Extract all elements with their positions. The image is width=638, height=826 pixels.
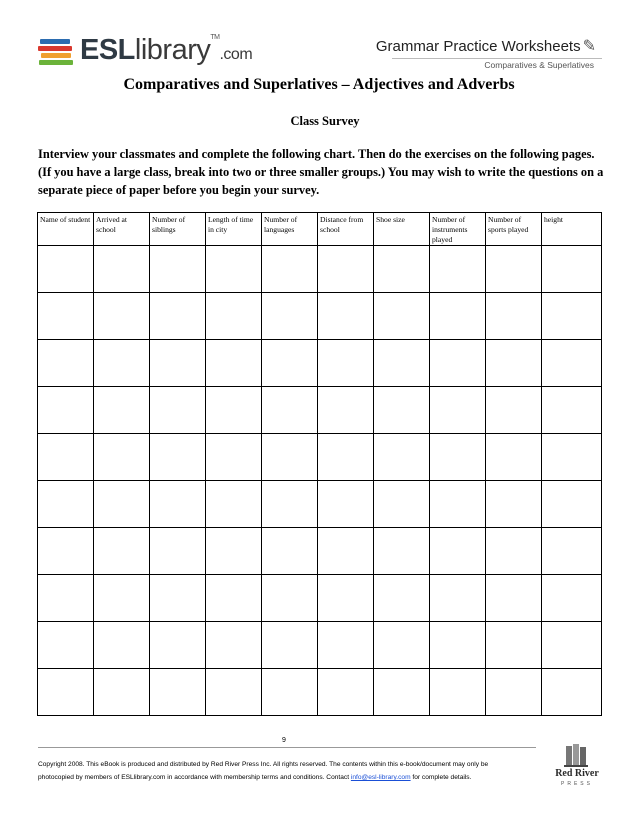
survey-cell[interactable]: [374, 434, 430, 481]
survey-cell[interactable]: [374, 528, 430, 575]
survey-cell[interactable]: [542, 340, 602, 387]
survey-cell[interactable]: [486, 387, 542, 434]
survey-cell[interactable]: [262, 669, 318, 716]
survey-cell[interactable]: [262, 481, 318, 528]
contact-email-link[interactable]: info@esl-library.com: [350, 774, 411, 781]
survey-cell[interactable]: [94, 528, 150, 575]
survey-cell[interactable]: [38, 528, 94, 575]
survey-cell[interactable]: [486, 293, 542, 340]
survey-cell[interactable]: [262, 622, 318, 669]
survey-cell[interactable]: [262, 387, 318, 434]
survey-cell[interactable]: [262, 293, 318, 340]
table-row: [38, 528, 602, 575]
table-row: [38, 434, 602, 481]
header-subtitle: Comparatives & Superlatives: [484, 60, 594, 70]
survey-cell[interactable]: [150, 293, 206, 340]
survey-cell[interactable]: [38, 246, 94, 293]
survey-cell[interactable]: [150, 481, 206, 528]
column-header-languages: Number of languages: [262, 213, 318, 246]
column-header-name: Name of student: [38, 213, 94, 246]
survey-cell[interactable]: [94, 481, 150, 528]
survey-cell[interactable]: [542, 622, 602, 669]
survey-cell[interactable]: [542, 434, 602, 481]
survey-cell[interactable]: [318, 246, 374, 293]
survey-cell[interactable]: [430, 528, 486, 575]
survey-cell[interactable]: [38, 434, 94, 481]
survey-cell[interactable]: [206, 528, 262, 575]
survey-cell[interactable]: [38, 622, 94, 669]
logo-dotcom: .com: [219, 46, 253, 63]
survey-cell[interactable]: [150, 622, 206, 669]
page-number: 9: [282, 737, 286, 744]
survey-cell[interactable]: [150, 246, 206, 293]
survey-cell[interactable]: [430, 575, 486, 622]
survey-cell[interactable]: [430, 293, 486, 340]
survey-cell[interactable]: [486, 434, 542, 481]
survey-cell[interactable]: [374, 387, 430, 434]
survey-cell[interactable]: [262, 340, 318, 387]
survey-cell[interactable]: [206, 669, 262, 716]
survey-cell[interactable]: [318, 434, 374, 481]
survey-cell[interactable]: [206, 340, 262, 387]
survey-cell[interactable]: [430, 340, 486, 387]
publisher-name: Red River: [555, 768, 599, 779]
red-river-press-logo: [552, 742, 602, 792]
survey-cell[interactable]: [206, 481, 262, 528]
column-header-instruments: Number of instruments played: [430, 213, 486, 246]
survey-cell[interactable]: [262, 528, 318, 575]
table-row: [38, 575, 602, 622]
publisher-sub: PRESS: [561, 781, 593, 787]
instructions-paragraph: Interview your classmates and complete the following chart. Then do the exercises on the following pages. (If you have a large class, break into two or three smaller groups.) You may wish to write the questions on a separate piece of paper before you begin your survey.: [38, 147, 604, 197]
survey-cell[interactable]: [150, 387, 206, 434]
survey-cell[interactable]: [38, 293, 94, 340]
header-divider: [392, 58, 602, 59]
survey-cell[interactable]: [94, 622, 150, 669]
table-row: [38, 246, 602, 293]
survey-cell[interactable]: [94, 293, 150, 340]
survey-cell[interactable]: [430, 622, 486, 669]
column-header-shoe-size: Shoe size: [374, 213, 430, 246]
footer-divider: [38, 747, 536, 748]
copyright-line-2: photocopied by members of ESLlibrary.com in accordance with membership terms and conditions. Contact: [38, 774, 351, 781]
survey-cell[interactable]: [318, 481, 374, 528]
survey-cell[interactable]: [38, 387, 94, 434]
survey-cell[interactable]: [38, 669, 94, 716]
survey-body: [38, 246, 602, 716]
table-row: [38, 293, 602, 340]
survey-cell[interactable]: [318, 528, 374, 575]
survey-cell[interactable]: [486, 528, 542, 575]
logo-tm: TM: [210, 34, 220, 41]
section-title: Class Survey: [290, 114, 360, 128]
survey-cell[interactable]: [430, 246, 486, 293]
survey-cell[interactable]: [374, 669, 430, 716]
header-title-block: [376, 36, 596, 56]
survey-cell[interactable]: [486, 575, 542, 622]
survey-cell[interactable]: [206, 293, 262, 340]
survey-cell[interactable]: [94, 340, 150, 387]
survey-cell[interactable]: [94, 669, 150, 716]
table-row: [38, 622, 602, 669]
books-stack-icon: [562, 742, 592, 768]
survey-cell[interactable]: [94, 246, 150, 293]
survey-cell[interactable]: [94, 387, 150, 434]
copyright-line-1: Copyright 2008. This eBook is produced and distributed by Red River Press Inc. All rights reserved. The contents within this e-book/document may only be: [38, 761, 489, 768]
survey-cell[interactable]: [542, 528, 602, 575]
survey-cell[interactable]: [150, 528, 206, 575]
survey-cell[interactable]: [38, 575, 94, 622]
column-header-length-of-time: Length of time in city: [206, 213, 262, 246]
survey-cell[interactable]: [206, 434, 262, 481]
survey-cell[interactable]: [206, 622, 262, 669]
survey-table: [37, 212, 602, 716]
survey-cell[interactable]: [374, 622, 430, 669]
books-logo-icon: [38, 38, 76, 66]
survey-cell[interactable]: [150, 575, 206, 622]
survey-cell[interactable]: [542, 481, 602, 528]
survey-cell[interactable]: [318, 622, 374, 669]
logo-wordmark: [80, 34, 252, 67]
page-title: Comparatives and Superlatives – Adjectives and Adverbs: [123, 76, 515, 93]
survey-cell[interactable]: [94, 575, 150, 622]
survey-cell[interactable]: [374, 246, 430, 293]
survey-cell[interactable]: [542, 387, 602, 434]
survey-cell[interactable]: [262, 246, 318, 293]
copyright-notice: [38, 758, 550, 784]
survey-cell[interactable]: [430, 434, 486, 481]
pencil-icon: ✎: [582, 38, 596, 55]
survey-cell[interactable]: [150, 669, 206, 716]
survey-cell[interactable]: [206, 246, 262, 293]
survey-cell[interactable]: [486, 481, 542, 528]
survey-cell[interactable]: [318, 293, 374, 340]
survey-cell[interactable]: [486, 340, 542, 387]
table-row: [38, 387, 602, 434]
survey-cell[interactable]: [374, 340, 430, 387]
survey-header-row: [38, 213, 602, 246]
survey-cell[interactable]: [150, 434, 206, 481]
logo-library: library: [134, 34, 211, 66]
column-header-height: height: [542, 213, 602, 246]
survey-cell[interactable]: [318, 387, 374, 434]
survey-cell[interactable]: [262, 434, 318, 481]
survey-cell[interactable]: [542, 575, 602, 622]
column-header-siblings: Number of siblings: [150, 213, 206, 246]
survey-cell[interactable]: [206, 575, 262, 622]
survey-cell[interactable]: [430, 669, 486, 716]
survey-cell[interactable]: [486, 246, 542, 293]
survey-cell[interactable]: [38, 340, 94, 387]
survey-cell[interactable]: [430, 387, 486, 434]
table-row: [38, 481, 602, 528]
survey-cell[interactable]: [486, 622, 542, 669]
survey-cell[interactable]: [94, 434, 150, 481]
table-row: [38, 340, 602, 387]
survey-cell[interactable]: [542, 293, 602, 340]
survey-cell[interactable]: [206, 387, 262, 434]
survey-cell[interactable]: [318, 669, 374, 716]
survey-cell[interactable]: [486, 669, 542, 716]
logo-esl: ESL: [80, 34, 135, 66]
column-header-sports: Number of sports played: [486, 213, 542, 246]
survey-cell[interactable]: [318, 340, 374, 387]
survey-cell[interactable]: [542, 669, 602, 716]
survey-cell[interactable]: [374, 293, 430, 340]
header-title: Grammar Practice Worksheets: [375, 38, 581, 55]
copyright-line-2-end: for complete details.: [410, 774, 472, 781]
esl-library-logo: [38, 30, 253, 74]
survey-cell[interactable]: [430, 481, 486, 528]
column-header-arrived: Arrived at school: [94, 213, 150, 246]
column-header-distance: Distance from school: [318, 213, 374, 246]
survey-cell[interactable]: [38, 481, 94, 528]
survey-cell[interactable]: [262, 575, 318, 622]
survey-cell[interactable]: [318, 575, 374, 622]
table-row: [38, 669, 602, 716]
survey-cell[interactable]: [150, 340, 206, 387]
survey-cell[interactable]: [542, 246, 602, 293]
survey-cell[interactable]: [374, 575, 430, 622]
survey-cell[interactable]: [374, 481, 430, 528]
